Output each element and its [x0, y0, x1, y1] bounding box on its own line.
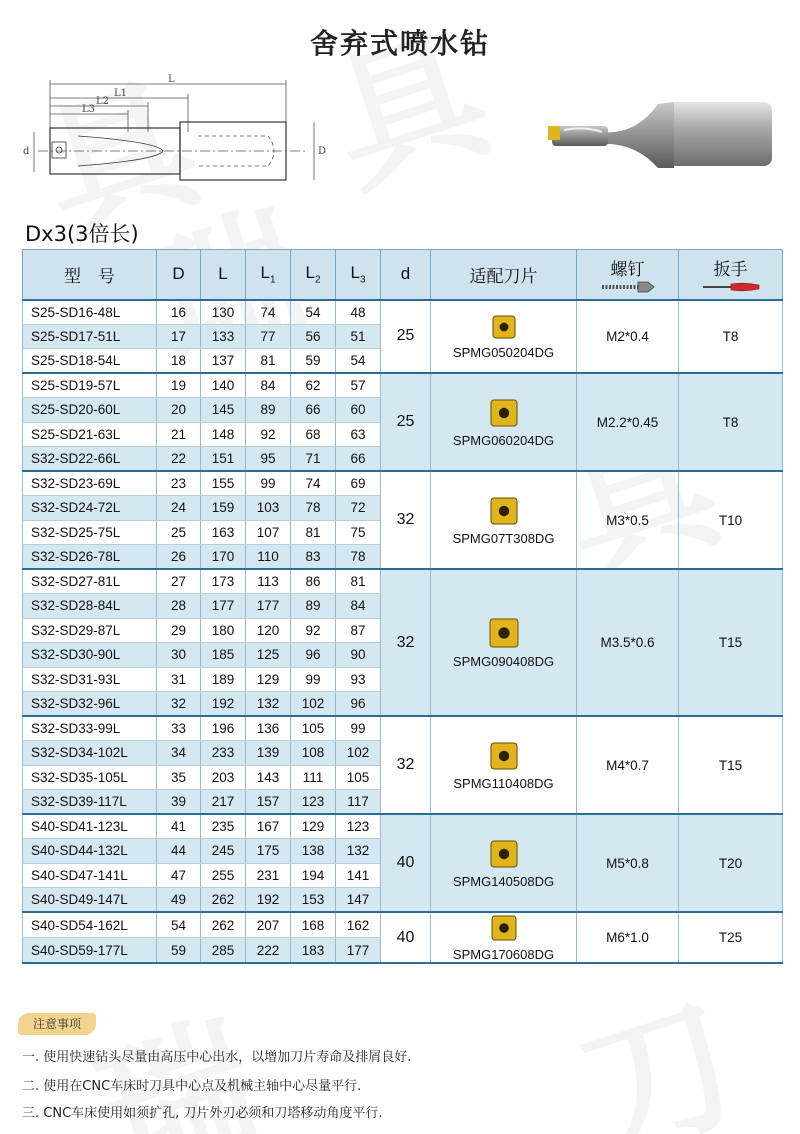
dim-label-L3: L3 — [82, 104, 96, 115]
table-row — [23, 912, 783, 938]
cell-l3: 81 — [336, 569, 381, 594]
note-item-1: 一. 使用快速钻头尽量由高压中心出水，以增加刀片寿命及排屑良好. — [22, 1050, 412, 1065]
cell-l2: 54 — [291, 300, 336, 325]
cell-l3: 162 — [336, 912, 381, 938]
insert-icon — [489, 913, 519, 943]
cell-l: 185 — [201, 643, 246, 668]
cell-d: 59 — [157, 938, 201, 964]
cell-l3: 69 — [336, 471, 381, 496]
cell-l3: 96 — [336, 692, 381, 717]
cell-l: 262 — [201, 888, 246, 913]
insert-icon — [488, 495, 520, 527]
cell-l3: 93 — [336, 667, 381, 692]
cell-insert — [431, 814, 577, 912]
cell-l1: 95 — [246, 447, 291, 472]
cell-model: S40-SD44-132L — [23, 839, 157, 864]
cell-d: 20 — [157, 398, 201, 423]
cell-l: 180 — [201, 618, 246, 643]
cell-d: 28 — [157, 594, 201, 619]
cell-l: 148 — [201, 422, 246, 447]
table-row — [23, 569, 783, 594]
cell-insert — [431, 373, 577, 471]
header-D: D — [157, 250, 201, 300]
cell-l1: 125 — [246, 643, 291, 668]
cell-model: S32-SD29-87L — [23, 618, 157, 643]
cell-l3: 72 — [336, 496, 381, 521]
cell-l3: 63 — [336, 422, 381, 447]
cell-l1: 89 — [246, 398, 291, 423]
insert-code: SPMG170608DG — [452, 947, 555, 962]
page-title: 舍弃式喷水钻 — [309, 27, 490, 60]
cell-l3: 102 — [336, 741, 381, 766]
cell-l2: 153 — [291, 888, 336, 913]
dim-label-L2: L2 — [96, 96, 110, 107]
cell-l: 203 — [201, 765, 246, 790]
cell-l: 217 — [201, 790, 246, 815]
cell-wrench: T10 — [679, 471, 783, 569]
table-row — [23, 373, 783, 398]
cell-l1: 167 — [246, 814, 291, 839]
dim-label-d: d — [23, 146, 30, 157]
header-L: L — [201, 250, 246, 300]
cell-wrench: T8 — [679, 373, 783, 471]
table-row — [23, 716, 783, 741]
cell-l1: 77 — [246, 324, 291, 349]
cell-d: 19 — [157, 373, 201, 398]
cell-l3: 54 — [336, 349, 381, 374]
cell-l2: 81 — [291, 520, 336, 545]
cell-d: 23 — [157, 471, 201, 496]
cell-screw: M6*1.0 — [577, 912, 679, 963]
cell-wrench: T15 — [679, 716, 783, 814]
cell-screw: M3.5*0.6 — [577, 569, 679, 716]
dim-label-D: D — [318, 146, 327, 157]
cell-d: 17 — [157, 324, 201, 349]
cell-l3: 57 — [336, 373, 381, 398]
cell-l1: 92 — [246, 422, 291, 447]
cell-l3: 78 — [336, 545, 381, 570]
cell-wrench: T15 — [679, 569, 783, 716]
cell-l1: 231 — [246, 863, 291, 888]
cell-screw: M4*0.7 — [577, 716, 679, 814]
cell-l1: 175 — [246, 839, 291, 864]
cell-l: 192 — [201, 692, 246, 717]
notes-badge: 注意事项 — [18, 1013, 96, 1035]
cell-shank-d: 32 — [381, 569, 431, 716]
cell-l2: 108 — [291, 741, 336, 766]
screw-icon — [598, 280, 658, 294]
cell-d: 35 — [157, 765, 201, 790]
cell-d: 31 — [157, 667, 201, 692]
cell-l2: 105 — [291, 716, 336, 741]
cell-model: S32-SD22-66L — [23, 447, 157, 472]
cell-l1: 74 — [246, 300, 291, 325]
cell-l3: 60 — [336, 398, 381, 423]
header-insert: 适配刀片 — [431, 250, 577, 300]
cell-l: 173 — [201, 569, 246, 594]
dim-label-L: L — [168, 74, 175, 85]
cell-model: S40-SD41-123L — [23, 814, 157, 839]
cell-model: S32-SD30-90L — [23, 643, 157, 668]
cell-d: 41 — [157, 814, 201, 839]
cell-shank-d: 40 — [381, 814, 431, 912]
cell-insert — [431, 300, 577, 374]
cell-model: S32-SD25-75L — [23, 520, 157, 545]
cell-l: 137 — [201, 349, 246, 374]
note-item-2: 二. 使用在CNC车床时刀具中心点及机械主轴中心尽量平行. — [22, 1079, 362, 1094]
cell-model: S32-SD34-102L — [23, 741, 157, 766]
cell-l2: 66 — [291, 398, 336, 423]
cell-screw: M3*0.5 — [577, 471, 679, 569]
cell-d: 47 — [157, 863, 201, 888]
spec-table-body — [23, 300, 783, 964]
watermark-char — [550, 942, 759, 1134]
cell-d: 22 — [157, 447, 201, 472]
cell-l: 255 — [201, 863, 246, 888]
cell-l2: 62 — [291, 373, 336, 398]
cell-l3: 75 — [336, 520, 381, 545]
cell-model: S40-SD49-147L — [23, 888, 157, 913]
cell-d: 44 — [157, 839, 201, 864]
cell-model: S32-SD35-105L — [23, 765, 157, 790]
table-row — [23, 300, 783, 325]
cell-insert — [431, 716, 577, 814]
cell-l3: 105 — [336, 765, 381, 790]
cell-l1: 177 — [246, 594, 291, 619]
cell-l1: 129 — [246, 667, 291, 692]
cell-model: S32-SD23-69L — [23, 471, 157, 496]
cell-l1: 139 — [246, 741, 291, 766]
header-model: 型 号 — [23, 250, 157, 300]
cell-screw: M5*0.8 — [577, 814, 679, 912]
cell-l1: 120 — [246, 618, 291, 643]
cell-l: 151 — [201, 447, 246, 472]
cell-l1: 136 — [246, 716, 291, 741]
table-row — [23, 814, 783, 839]
cell-l1: 143 — [246, 765, 291, 790]
cell-l2: 183 — [291, 938, 336, 964]
cell-d: 18 — [157, 349, 201, 374]
cell-l2: 168 — [291, 912, 336, 938]
cell-shank-d: 25 — [381, 300, 431, 374]
cell-l1: 103 — [246, 496, 291, 521]
cell-l2: 83 — [291, 545, 336, 570]
cell-l1: 84 — [246, 373, 291, 398]
cell-model: S25-SD19-57L — [23, 373, 157, 398]
cell-l: 245 — [201, 839, 246, 864]
section-title: Dx3(3倍长) — [25, 222, 139, 246]
cell-model: S32-SD26-78L — [23, 545, 157, 570]
cell-model: S32-SD39-117L — [23, 790, 157, 815]
cell-l1: 99 — [246, 471, 291, 496]
insert-code: SPMG090408DG — [452, 654, 555, 669]
cell-l: 133 — [201, 324, 246, 349]
technical-drawing — [18, 72, 338, 202]
product-photo — [540, 96, 780, 186]
cell-l: 235 — [201, 814, 246, 839]
cell-l3: 90 — [336, 643, 381, 668]
cell-l3: 99 — [336, 716, 381, 741]
insert-code: SPMG140508DG — [452, 873, 555, 889]
header-L3: $L_3$ — [336, 250, 381, 300]
cell-l3: 123 — [336, 814, 381, 839]
cell-l3: 84 — [336, 594, 381, 619]
cell-wrench: T20 — [679, 814, 783, 912]
cell-model: S25-SD20-60L — [23, 398, 157, 423]
cell-d: 26 — [157, 545, 201, 570]
cell-l2: 89 — [291, 594, 336, 619]
cell-l2: 194 — [291, 863, 336, 888]
cell-screw: M2*0.4 — [577, 300, 679, 374]
insert-icon — [488, 740, 520, 772]
cell-l3: 177 — [336, 938, 381, 964]
cell-screw: M2.2*0.45 — [577, 373, 679, 471]
cell-l3: 147 — [336, 888, 381, 913]
cell-shank-d: 32 — [381, 716, 431, 814]
cell-l: 140 — [201, 373, 246, 398]
cell-insert — [431, 569, 577, 716]
cell-d: 30 — [157, 643, 201, 668]
cell-insert — [431, 471, 577, 569]
cell-shank-d: 25 — [381, 373, 431, 471]
cell-l3: 48 — [336, 300, 381, 325]
cell-l: 145 — [201, 398, 246, 423]
cell-l2: 92 — [291, 618, 336, 643]
cell-wrench: T25 — [679, 912, 783, 963]
header-wrench: 扳手 — [679, 250, 783, 300]
cell-l3: 132 — [336, 839, 381, 864]
cell-l2: 74 — [291, 471, 336, 496]
cell-insert — [431, 912, 577, 963]
cell-l1: 107 — [246, 520, 291, 545]
insert-code: SPMG060204DG — [452, 432, 555, 448]
cell-l1: 110 — [246, 545, 291, 570]
cell-d: 25 — [157, 520, 201, 545]
insert-code: SPMG110408DG — [453, 775, 554, 791]
cell-model: S32-SD28-84L — [23, 594, 157, 619]
cell-l1: 132 — [246, 692, 291, 717]
note-item-3: 三. CNC车床使用如须扩孔, 刀片外刃必须和刀塔移动角度平行. — [22, 1106, 383, 1121]
cell-model: S32-SD33-99L — [23, 716, 157, 741]
cell-l1: 157 — [246, 790, 291, 815]
cell-d: 27 — [157, 569, 201, 594]
header-d: d — [381, 250, 431, 300]
cell-l2: 129 — [291, 814, 336, 839]
cell-l3: 51 — [336, 324, 381, 349]
cell-l2: 99 — [291, 667, 336, 692]
cell-model: S40-SD59-177L — [23, 938, 157, 964]
cell-l1: 207 — [246, 912, 291, 938]
cell-l3: 141 — [336, 863, 381, 888]
cell-l2: 123 — [291, 790, 336, 815]
cell-l: 159 — [201, 496, 246, 521]
cell-l1: 113 — [246, 569, 291, 594]
cell-wrench: T8 — [679, 300, 783, 374]
cell-model: S32-SD27-81L — [23, 569, 157, 594]
cell-l: 189 — [201, 667, 246, 692]
cell-l: 163 — [201, 520, 246, 545]
cell-l: 177 — [201, 594, 246, 619]
wrench-icon — [701, 280, 761, 294]
insert-icon — [488, 838, 520, 870]
table-header-row — [23, 250, 783, 300]
cell-shank-d: 32 — [381, 471, 431, 569]
cell-d: 49 — [157, 888, 201, 913]
cell-model: S25-SD18-54L — [23, 349, 157, 374]
cell-l2: 102 — [291, 692, 336, 717]
cell-d: 32 — [157, 692, 201, 717]
header-L2: $L_2$ — [291, 250, 336, 300]
cell-l3: 117 — [336, 790, 381, 815]
cell-d: 34 — [157, 741, 201, 766]
cell-d: 29 — [157, 618, 201, 643]
cell-d: 54 — [157, 912, 201, 938]
insert-code: SPMG07T308DG — [452, 530, 555, 546]
cell-model: S40-SD54-162L — [23, 912, 157, 938]
cell-model: S25-SD21-63L — [23, 422, 157, 447]
table-row — [23, 471, 783, 496]
cell-l3: 66 — [336, 447, 381, 472]
insert-code: SPMG050204DG — [452, 344, 555, 360]
insert-icon — [490, 313, 518, 341]
cell-model: S25-SD16-48L — [23, 300, 157, 325]
spec-table-wrap — [22, 249, 782, 964]
cell-l2: 56 — [291, 324, 336, 349]
cell-l2: 78 — [291, 496, 336, 521]
cell-l2: 138 — [291, 839, 336, 864]
cell-l2: 68 — [291, 422, 336, 447]
cell-l1: 192 — [246, 888, 291, 913]
cell-l: 233 — [201, 741, 246, 766]
cell-l2: 59 — [291, 349, 336, 374]
cell-l2: 86 — [291, 569, 336, 594]
cell-d: 39 — [157, 790, 201, 815]
cell-d: 16 — [157, 300, 201, 325]
insert-icon — [487, 616, 521, 650]
header-L1: $L_1$ — [246, 250, 291, 300]
header-screw: 螺钉 — [577, 250, 679, 300]
cell-d: 21 — [157, 422, 201, 447]
cell-l3: 87 — [336, 618, 381, 643]
cell-model: S32-SD24-72L — [23, 496, 157, 521]
spec-table — [22, 249, 783, 964]
cell-l: 130 — [201, 300, 246, 325]
cell-model: S32-SD31-93L — [23, 667, 157, 692]
cell-d: 24 — [157, 496, 201, 521]
cell-l1: 81 — [246, 349, 291, 374]
cell-model: S25-SD17-51L — [23, 324, 157, 349]
drill-outline-drawing — [18, 72, 338, 202]
cell-l1: 222 — [246, 938, 291, 964]
cell-l: 262 — [201, 912, 246, 938]
dim-label-L1: L1 — [114, 88, 128, 99]
cell-l: 170 — [201, 545, 246, 570]
cell-l: 155 — [201, 471, 246, 496]
cell-l: 285 — [201, 938, 246, 964]
insert-icon — [488, 397, 520, 429]
cell-l2: 111 — [291, 765, 336, 790]
cell-shank-d: 40 — [381, 912, 431, 963]
cell-l2: 96 — [291, 643, 336, 668]
cell-d: 33 — [157, 716, 201, 741]
cell-l2: 71 — [291, 447, 336, 472]
cell-model: S40-SD47-141L — [23, 863, 157, 888]
cell-model: S32-SD32-96L — [23, 692, 157, 717]
cell-l: 196 — [201, 716, 246, 741]
